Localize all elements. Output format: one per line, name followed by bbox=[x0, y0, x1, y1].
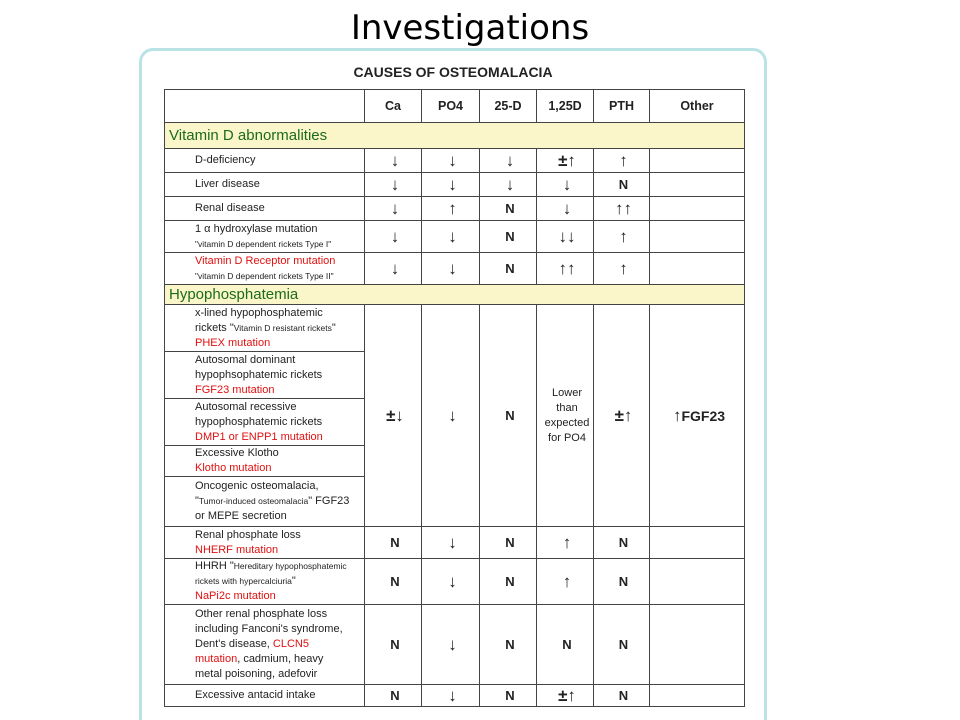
row-line: hypophosphatemic rickets bbox=[195, 415, 323, 428]
row-name: Renal disease bbox=[165, 197, 365, 221]
row-line: metal poisoning, adefovir bbox=[195, 668, 318, 680]
cell-25d: ↓ bbox=[480, 173, 537, 197]
cell-125d: ↓↓ bbox=[537, 221, 594, 253]
cell-other bbox=[650, 559, 745, 605]
cell-pth: N bbox=[594, 527, 650, 559]
row-line: including Fanconi's syndrome, bbox=[195, 623, 343, 635]
cell-other bbox=[650, 173, 745, 197]
row-mutation: mutation bbox=[195, 653, 238, 665]
cell-po4: ↓ bbox=[422, 221, 480, 253]
row-line: Excessive Klotho bbox=[195, 447, 279, 459]
cell-pth: N bbox=[594, 685, 650, 707]
cell-po4: ↓ bbox=[422, 559, 480, 605]
table-title: CAUSES OF OSTEOMALACIA bbox=[353, 64, 553, 80]
cell-po4: ↓ bbox=[422, 605, 480, 685]
section-row bbox=[165, 285, 745, 305]
cell-po4: ↓ bbox=[422, 253, 480, 285]
row-mutation: NHERF mutation bbox=[195, 543, 279, 556]
slide-title: Investigations bbox=[350, 8, 590, 48]
row-mutation: NaPi2c mutation bbox=[195, 590, 276, 602]
cell-25d: N bbox=[480, 559, 537, 605]
cell-pth: ↑ bbox=[594, 221, 650, 253]
cell-line: Lower bbox=[552, 386, 582, 399]
row-name bbox=[165, 352, 365, 399]
cell-125d: ↑ bbox=[537, 559, 594, 605]
row-name-note: "vitamin D dependent rickets Type II" bbox=[195, 270, 334, 281]
up-arrow-icon: ↑ bbox=[672, 405, 682, 425]
cell-other bbox=[650, 305, 745, 527]
row-name bbox=[165, 446, 365, 477]
cell-pth: ↑ bbox=[594, 149, 650, 173]
cell-ca: N bbox=[365, 559, 422, 605]
row-line bbox=[195, 494, 364, 509]
cell-po4: ↓ bbox=[422, 527, 480, 559]
row-text: " bbox=[291, 575, 296, 587]
cell-125d: N bbox=[537, 605, 594, 685]
cell-ca: N bbox=[365, 685, 422, 707]
cell-ca: N bbox=[365, 527, 422, 559]
section-row bbox=[165, 123, 745, 149]
cell-25d: N bbox=[480, 253, 537, 285]
cell-125d: ↑ bbox=[537, 527, 594, 559]
cell-other bbox=[650, 527, 745, 559]
row-line bbox=[195, 321, 364, 336]
cell-125d: ↓ bbox=[537, 197, 594, 221]
cell-pth: ±↑ bbox=[594, 305, 650, 527]
row-name bbox=[165, 253, 365, 285]
table-row bbox=[165, 253, 745, 285]
table-row bbox=[165, 527, 745, 559]
row-line: Autosomal recessive bbox=[195, 400, 297, 413]
header-ca: Ca bbox=[365, 90, 422, 123]
cell-line: for PO4 bbox=[548, 431, 586, 444]
table-row bbox=[165, 221, 745, 253]
row-line bbox=[195, 652, 364, 667]
cell-25d: ↓ bbox=[480, 149, 537, 173]
cell-ca: ±↓ bbox=[365, 305, 422, 527]
row-line: x-lined hypophosphatemic bbox=[195, 306, 323, 319]
row-mutation: FGF23 mutation bbox=[195, 383, 275, 396]
row-text: " FGF23 bbox=[308, 495, 350, 507]
cell-ca: ↓ bbox=[365, 149, 422, 173]
cell-125d: ↓ bbox=[537, 173, 594, 197]
header-po4: PO4 bbox=[422, 90, 480, 123]
row-name bbox=[165, 305, 365, 352]
row-line: Renal phosphate loss bbox=[195, 528, 301, 541]
cell-25d: N bbox=[480, 527, 537, 559]
section-hypophosphatemia: Hypophosphatemia bbox=[165, 285, 745, 305]
cell-125d: ±↑ bbox=[537, 685, 594, 707]
row-mutation: PHEX mutation bbox=[195, 336, 271, 349]
header-row bbox=[165, 90, 745, 123]
table-row bbox=[165, 149, 745, 173]
cell-ca: ↓ bbox=[365, 173, 422, 197]
header-25d: 25-D bbox=[480, 90, 537, 123]
cell-other bbox=[650, 605, 745, 685]
row-text: , cadmium, heavy bbox=[237, 653, 324, 665]
osteomalacia-table bbox=[164, 89, 745, 707]
row-note: Vitamin D resistant rickets bbox=[233, 322, 332, 333]
cell-25d: N bbox=[480, 305, 537, 527]
row-line: Autosomal dominant bbox=[195, 353, 296, 366]
cell-pth: ↑↑ bbox=[594, 197, 650, 221]
row-mutation: DMP1 or ENPP1 mutation bbox=[195, 430, 323, 443]
section-vitamin-d: Vitamin D abnormalities bbox=[165, 123, 745, 149]
row-text: " bbox=[331, 321, 336, 334]
cell-line: than bbox=[556, 401, 578, 414]
cell-25d: N bbox=[480, 221, 537, 253]
cell-pth: N bbox=[594, 173, 650, 197]
row-mutation: Klotho mutation bbox=[195, 462, 272, 474]
row-mutation: CLCN5 bbox=[272, 638, 309, 650]
row-name bbox=[165, 399, 365, 446]
row-note: rickets with hypercalciuria bbox=[195, 576, 292, 586]
cell-po4: ↓ bbox=[422, 305, 480, 527]
table-row bbox=[165, 173, 745, 197]
row-name bbox=[165, 527, 365, 559]
cell-line: expected bbox=[544, 416, 590, 429]
row-name-main: 1 α hydroxylase mutation bbox=[195, 222, 318, 235]
cell-ca: N bbox=[365, 605, 422, 685]
table-row bbox=[165, 197, 745, 221]
cell-pth: ↑ bbox=[594, 253, 650, 285]
row-name: Liver disease bbox=[165, 173, 365, 197]
row-name-note: "vitamin D dependent rickets Type I" bbox=[195, 238, 332, 249]
row-text: HHRH " bbox=[195, 560, 234, 572]
cell-pth: N bbox=[594, 605, 650, 685]
row-line bbox=[195, 637, 364, 652]
row-line: hypophsophatemic rickets bbox=[195, 368, 323, 381]
table-row bbox=[165, 685, 745, 707]
row-note: Hereditary hypophosphatemic bbox=[233, 561, 347, 571]
row-name bbox=[165, 477, 365, 527]
row-text: " bbox=[195, 495, 199, 507]
cell-ca: ↓ bbox=[365, 253, 422, 285]
row-note: Tumor-induced osteomalacia bbox=[198, 496, 309, 506]
cell-125d: ↑↑ bbox=[537, 253, 594, 285]
row-line bbox=[195, 559, 364, 574]
table-row bbox=[165, 559, 745, 605]
header-125d: 1,25D bbox=[537, 90, 594, 123]
cell-25d: N bbox=[480, 685, 537, 707]
row-name: Excessive antacid intake bbox=[165, 685, 365, 707]
cell-po4: ↓ bbox=[422, 685, 480, 707]
table-row bbox=[165, 605, 745, 685]
cell-ca: ↓ bbox=[365, 221, 422, 253]
cell-other bbox=[650, 197, 745, 221]
table-row bbox=[165, 305, 745, 352]
row-line: Oncogenic osteomalacia, bbox=[195, 480, 319, 492]
row-name bbox=[165, 605, 365, 685]
cell-125d bbox=[537, 305, 594, 527]
row-line: Other renal phosphate loss bbox=[195, 608, 328, 620]
row-line: or MEPE secretion bbox=[195, 510, 287, 522]
row-name-main: Vitamin D Receptor mutation bbox=[195, 254, 336, 267]
cell-pth: N bbox=[594, 559, 650, 605]
cell-25d: N bbox=[480, 605, 537, 685]
header-pth: PTH bbox=[594, 90, 650, 123]
row-name bbox=[165, 221, 365, 253]
cell-other bbox=[650, 149, 745, 173]
cell-po4: ↑ bbox=[422, 197, 480, 221]
header-cause bbox=[165, 90, 365, 123]
header-other: Other bbox=[650, 90, 745, 123]
cell-other-text: FGF23 bbox=[681, 407, 726, 424]
cell-po4: ↓ bbox=[422, 149, 480, 173]
cell-other bbox=[650, 253, 745, 285]
cell-po4: ↓ bbox=[422, 173, 480, 197]
row-text: rickets " bbox=[195, 321, 234, 334]
row-text: Dent's disease, bbox=[195, 638, 273, 650]
cell-other bbox=[650, 221, 745, 253]
cell-other bbox=[650, 685, 745, 707]
cell-ca: ↓ bbox=[365, 197, 422, 221]
row-name: D-deficiency bbox=[165, 149, 365, 173]
cell-25d: N bbox=[480, 197, 537, 221]
row-line bbox=[195, 574, 364, 589]
row-name bbox=[165, 559, 365, 605]
cell-125d: ±↑ bbox=[537, 149, 594, 173]
